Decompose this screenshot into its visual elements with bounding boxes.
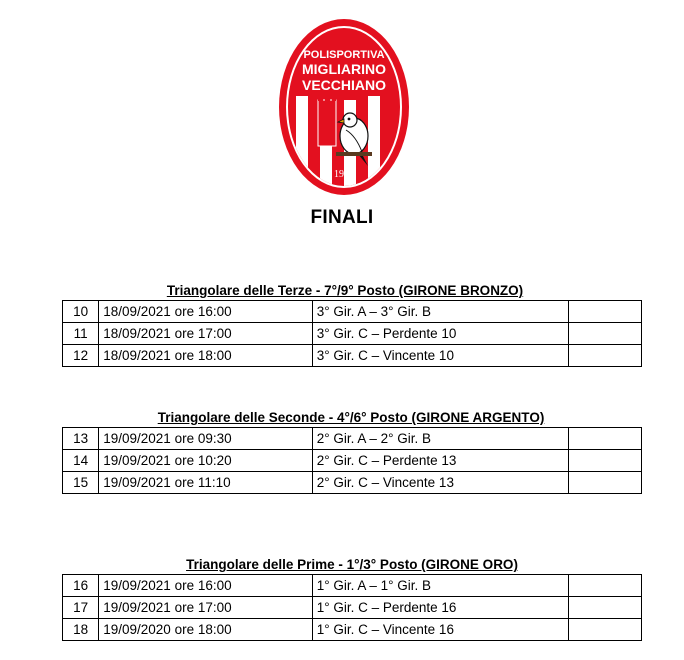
table-row [63, 345, 642, 367]
match-datetime: 19/09/2020 ore 18:00 [99, 619, 312, 641]
table-row [63, 323, 642, 345]
match-result [569, 323, 642, 345]
match-table-oro [62, 574, 642, 641]
match-table-argento [62, 427, 642, 494]
section-title-argento: Triangolare delle Seconde - 4°/6° Posto (GIRONE ARGENTO) [157, 410, 545, 425]
logo-line2: MIGLIARINO [302, 61, 386, 77]
match-teams: 2° Gir. C – Vincente 13 [312, 472, 569, 494]
club-logo [278, 18, 410, 196]
match-result [569, 345, 642, 367]
logo-year: 1976 [334, 169, 354, 180]
match-number: 12 [63, 345, 99, 367]
match-result [569, 575, 642, 597]
match-number: 13 [63, 428, 99, 450]
match-datetime: 19/09/2021 ore 09:30 [99, 428, 312, 450]
match-result [569, 301, 642, 323]
logo-line1: POLISPORTIVA [303, 49, 385, 61]
table-row [63, 450, 642, 472]
match-number: 10 [63, 301, 99, 323]
match-result [569, 472, 642, 494]
section-title-bronzo: Triangolare delle Terze - 7°/9° Posto (GIRONE BRONZO) [166, 283, 524, 298]
match-number: 15 [63, 472, 99, 494]
match-teams: 3° Gir. C – Vincente 10 [312, 345, 569, 367]
match-result [569, 450, 642, 472]
match-teams: 3° Gir. C – Perdente 10 [312, 323, 569, 345]
match-datetime: 18/09/2021 ore 17:00 [99, 323, 312, 345]
table-row [63, 301, 642, 323]
match-number: 16 [63, 575, 99, 597]
section-title-oro: Triangolare delle Prime - 1°/3° Posto (GIRONE ORO) [186, 557, 518, 572]
match-datetime: 19/09/2021 ore 17:00 [99, 597, 312, 619]
logo-line3: VECCHIANO [301, 77, 387, 93]
match-teams: 2° Gir. A – 2° Gir. B [312, 428, 569, 450]
match-teams: 1° Gir. A – 1° Gir. B [312, 575, 569, 597]
match-number: 11 [63, 323, 99, 345]
match-teams: 3° Gir. A – 3° Gir. B [312, 301, 569, 323]
match-number: 18 [63, 619, 99, 641]
table-row [63, 619, 642, 641]
page-title: FINALI [310, 207, 374, 228]
match-table-bronzo [62, 300, 642, 367]
table-row [63, 597, 642, 619]
table-row [63, 575, 642, 597]
match-result [569, 619, 642, 641]
match-teams: 2° Gir. C – Perdente 13 [312, 450, 569, 472]
match-datetime: 19/09/2021 ore 11:10 [99, 472, 312, 494]
match-datetime: 18/09/2021 ore 16:00 [99, 301, 312, 323]
match-teams: 1° Gir. C – Vincente 16 [312, 619, 569, 641]
match-datetime: 19/09/2021 ore 16:00 [99, 575, 312, 597]
table-row [63, 428, 642, 450]
match-datetime: 19/09/2021 ore 10:20 [99, 450, 312, 472]
match-teams: 1° Gir. C – Perdente 16 [312, 597, 569, 619]
match-result [569, 597, 642, 619]
match-number: 17 [63, 597, 99, 619]
match-result [569, 428, 642, 450]
match-number: 14 [63, 450, 99, 472]
table-row [63, 472, 642, 494]
match-datetime: 18/09/2021 ore 18:00 [99, 345, 312, 367]
